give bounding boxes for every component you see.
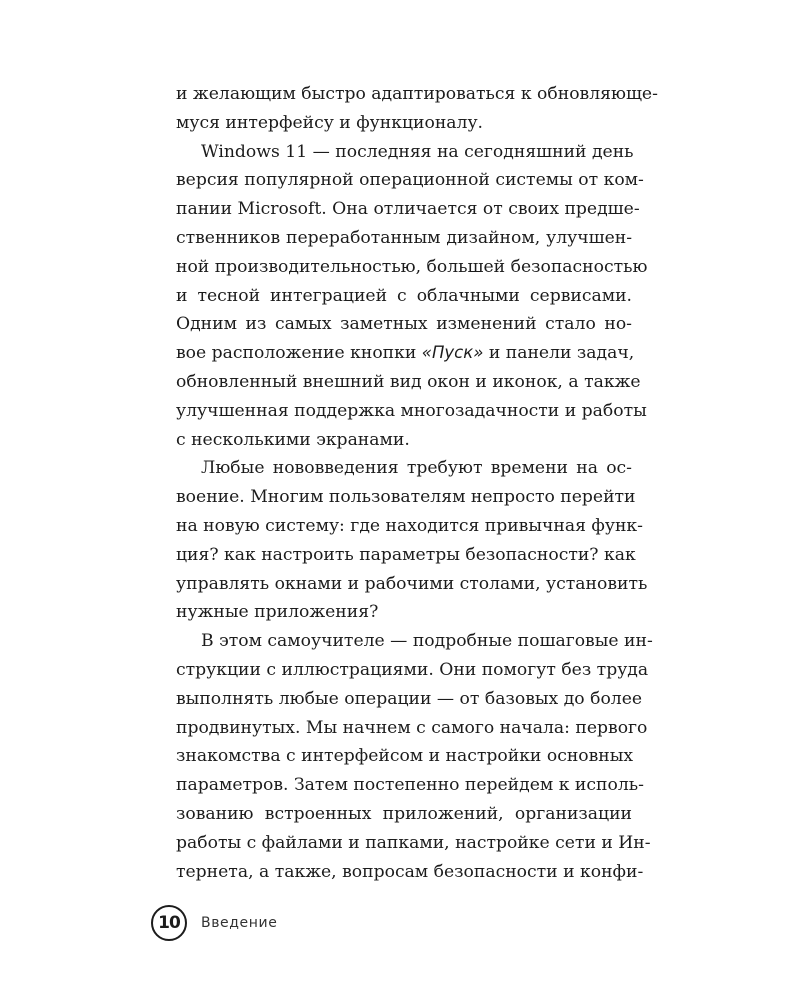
text-line: нужные приложения?: [176, 602, 379, 623]
text-line: муся интерфейсу и функционалу.: [176, 112, 484, 133]
body-text: [176, 80, 658, 886]
text-span: и панели задач,: [483, 343, 635, 364]
text-line: ственников переработанным дизайном, улучшен-: [176, 227, 632, 248]
text-line: продвинутых. Мы начнем с самого начала: первого: [176, 717, 648, 738]
text-line: [176, 339, 635, 368]
text-span: В этом самоучителе — подробные пошаговые ин-: [201, 631, 653, 652]
text-line: выполнять любые операции — от базовых до более: [176, 688, 643, 709]
text-line: тернета, а также, вопросам безопасности и конфи-: [176, 861, 644, 882]
text-line: работы с файлами и папками, настройке сети и Ин-: [176, 832, 651, 853]
paragraph-start-line: [176, 454, 632, 483]
text-line: на новую систему: где находится привычная функ-: [176, 515, 643, 536]
text-line: улучшенная поддержка многозадачности и работы: [176, 400, 647, 421]
text-line: параметров. Затем постепенно перейдем к исполь-: [176, 775, 644, 796]
text-line: пании Microsoft. Она отличается от своих предше-: [176, 199, 640, 220]
paragraph-start-line: [176, 627, 653, 656]
running-section-title: Введение: [201, 915, 278, 931]
page-number-badge: 10: [151, 905, 187, 941]
text-span: вое расположение кнопки: [176, 343, 422, 364]
text-line: Одним из самых заметных изменений стало но-: [176, 314, 632, 335]
text-line: воение. Многим пользователям непросто перейти: [176, 487, 636, 508]
text-line: зованию встроенных приложений, организации: [176, 803, 632, 824]
text-line: и тесной интеграцией с облачными сервисами.: [176, 285, 632, 306]
text-line: ция? как настроить параметры безопасности? как: [176, 544, 636, 565]
text-line: знакомства с интерфейсом и настройки основных: [176, 746, 634, 767]
page-footer: [151, 903, 277, 943]
start-button-term: «Пуск»: [421, 343, 484, 363]
text-line: обновленный внешний вид окон и иконок, а также: [176, 371, 641, 392]
text-line: и желающим быстро адаптироваться к обновляюще-: [176, 84, 658, 104]
text-span: Любые нововведения требуют времени на ос-: [201, 458, 632, 479]
text-line: управлять окнами и рабочими столами, установить: [176, 573, 648, 594]
text-span: Windows 11 — последняя на сегодняшний день: [201, 141, 634, 162]
text-line: струкции с иллюстрациями. Они помогут без труда: [176, 659, 649, 680]
text-line: с несколькими экранами.: [176, 429, 410, 450]
text-line: ной производительностью, большей безопасностью: [176, 256, 648, 277]
paragraph-start-line: [176, 138, 632, 167]
text-line: версия популярной операционной системы от ком-: [176, 170, 644, 191]
